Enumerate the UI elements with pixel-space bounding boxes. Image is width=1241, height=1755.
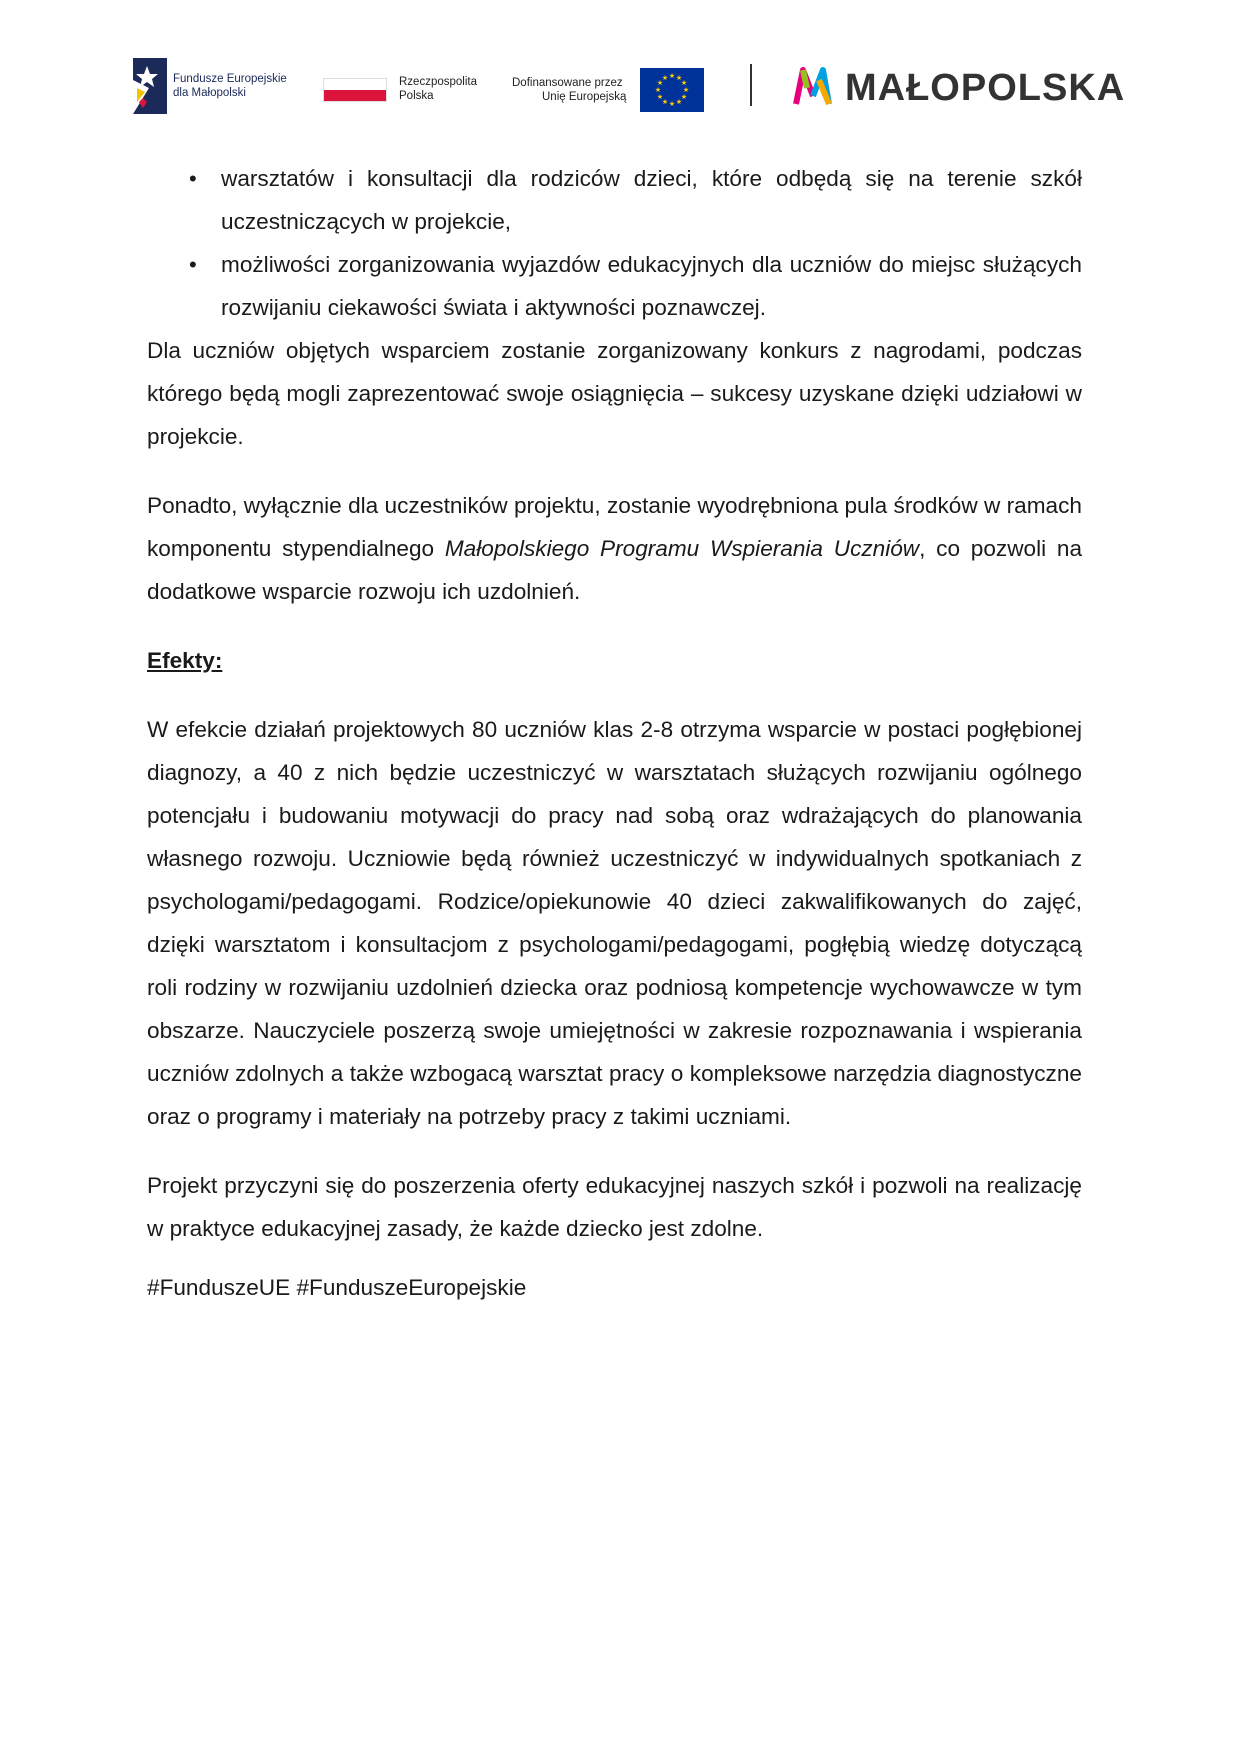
logo-bar bbox=[133, 56, 1126, 116]
fe-logo-line: Fundusze Europejskie bbox=[173, 73, 287, 85]
svg-text:★: ★ bbox=[680, 79, 688, 87]
rp-logo-line: Polska bbox=[399, 90, 434, 102]
svg-text:★: ★ bbox=[668, 100, 676, 108]
svg-text:★: ★ bbox=[656, 93, 664, 101]
bullet-icon: • bbox=[189, 252, 197, 277]
polish-flag-icon bbox=[323, 78, 387, 102]
list-item-text: możliwości zorganizowania wyjazdów edukacyjnych dla uczniów do miejsc służących rozwijaniu ciekawości świata i aktywności poznawczej. bbox=[221, 252, 1082, 320]
fe-star-icon bbox=[133, 58, 167, 114]
list-item bbox=[147, 243, 1082, 329]
svg-text:★: ★ bbox=[661, 98, 669, 106]
svg-text:★: ★ bbox=[656, 79, 664, 87]
rp-logo-line: Rzeczpospolita bbox=[399, 76, 477, 88]
paragraph-effects: W efekcie działań projektowych 80 uczniów klas 2-8 otrzyma wsparcie w postaci pogłębionej diagnozy, a 40 z nich będzie uczestniczyć w warsztatach służących rozwijaniu ogólnego potencjału i budowaniu motywacji do pracy nad sobą oraz wdrażających do planowania własnego rozwoju. Uczniowie będą również uczestniczyć w indywidualnych spotkaniach z psychologami/pedagogami. Rodzice/opiekunowie 40 dzieci zakwalifikowanych do zajęć, dzięki warsztatom i konsultacjom z psychologami/pedagogami, pogłębią wiedzę dotyczącą roli rodziny w rozwijaniu uzdolnień dziecka oraz podniosą kompetencje wychowawcze w tym obszarze. Nauczyciele poszerzą swoje umiejętności w zakresie rozpoznawania i wspierania uczniów zdolnych a także wzbogacą warsztat pracy o kompleksowe narzędzia diagnostyczne oraz o programy i materiały na potrzeby pracy z takimi uczniami. bbox=[147, 717, 1082, 1129]
ue-logo-line: Dofinansowane przez bbox=[512, 77, 623, 89]
paragraph-project: Projekt przyczyni się do poszerzenia oferty edukacyjnej naszych szkół i pozwoli na realizację w praktyce edukacyjnej zasady, że każde dziecko jest zdolne. bbox=[147, 1173, 1082, 1241]
document-body bbox=[147, 157, 1082, 1309]
malopolska-wordmark: MAŁOPOLSKA bbox=[845, 67, 1126, 109]
bullet-icon: • bbox=[189, 166, 197, 191]
svg-text:★: ★ bbox=[680, 93, 688, 101]
activities-list bbox=[147, 157, 1082, 329]
program-name: Małopolskiego Programu Wspierania Uczniów bbox=[444, 536, 920, 561]
svg-text:★: ★ bbox=[654, 86, 662, 94]
paragraph-contest: Dla uczniów objętych wsparciem zostanie zorganizowany konkurs z nagrodami, podczas którego będą mogli zaprezentować swoje osiągnięcia – sukcesy uzyskane dzięki udziałowi w projekcie. bbox=[147, 338, 1082, 449]
svg-text:★: ★ bbox=[661, 74, 669, 82]
fe-logo-line: dla Małopolski bbox=[173, 87, 246, 99]
svg-text:★: ★ bbox=[668, 72, 676, 80]
svg-text:★: ★ bbox=[675, 98, 683, 106]
eu-flag-icon bbox=[640, 68, 704, 112]
unia-europejska-logo bbox=[512, 62, 752, 112]
logo-separator bbox=[750, 64, 752, 106]
stipend-text-before: Ponadto, wyłącznie dla uczestników projektu, zostanie wyodrębniona pula środków w ramach komponentu stypendialnego bbox=[147, 493, 1082, 561]
paragraph-stipend bbox=[147, 484, 1082, 613]
list-item bbox=[147, 157, 1082, 243]
malopolska-logo bbox=[793, 62, 1126, 112]
malopolska-m-icon bbox=[793, 66, 839, 106]
fundusze-europejskie-logo bbox=[133, 58, 303, 114]
svg-text:★: ★ bbox=[682, 86, 690, 94]
stipend-text-after: , co pozwoli na dodatkowe wsparcie rozwoju ich uzdolnień. bbox=[147, 536, 1083, 604]
section-heading-effects: Efekty: bbox=[147, 648, 223, 673]
ue-logo-line: Unię Europejską bbox=[542, 91, 627, 103]
rzeczpospolita-polska-logo bbox=[323, 62, 493, 112]
list-item-text: warsztatów i konsultacji dla rodziców dzieci, które odbędą się na terenie szkół uczestniczących w projekcie, bbox=[221, 166, 1082, 234]
hashtags: #FunduszeUE #FunduszeEuropejskie bbox=[147, 1275, 527, 1300]
svg-text:★: ★ bbox=[675, 74, 683, 82]
